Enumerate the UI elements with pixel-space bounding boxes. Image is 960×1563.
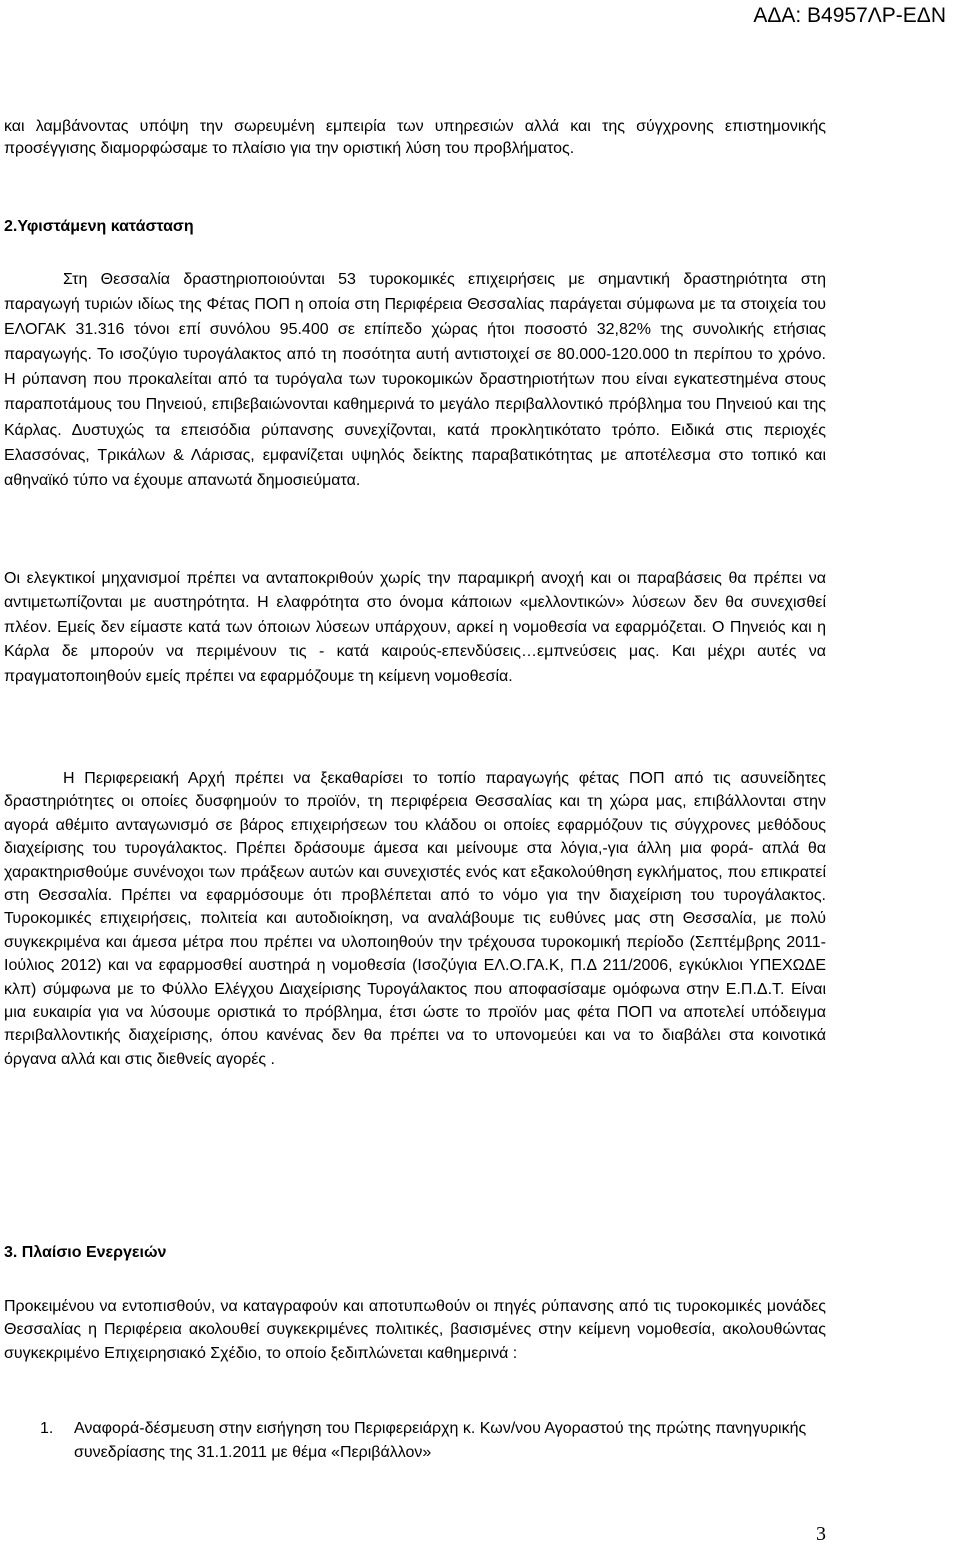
ada-code: ΑΔΑ: Β4957ΛΡ-ΕΔΝ — [753, 4, 946, 27]
section-3-heading: 3. Πλαίσιο Ενεργειών — [4, 1244, 167, 1261]
list-item-text: Αναφορά-δέσμευση στην εισήγηση του Περιφερειάρχη κ. Κων/νου Αγοραστού της πρώτης πανηγυρικής συνεδρίασης της 31.1.2011 με θέμα «Περιβάλλον» — [74, 1420, 807, 1461]
section-2-paragraph-1-text: Στη Θεσσαλία δραστηριοποιούνται 53 τυροκομικές επιχειρήσεις με σημαντική δραστηριότητα στη παραγωγή τυριών ιδίως της Φέτας ΠΟΠ η οποία στη Περιφέρεια Θεσσαλίας παράγεται σύμφωνα με τα στοιχεία του ΕΛΟΓΑΚ 31.316 τόνοι επί συνόλου 95.400 σε επίπεδο χώρας ήτοι ποσοστό 32,82% της συνολικής ετήσιας παραγωγής. Το ισοζύγιο τυρογάλακτος από τη ποσότητα αυτή αντιστοιχεί σε 80.000-120.000 tn περίπου το χρόνο. Η ρύπανση που προκαλείται από τα τυρόγαλα των τυροκομικών δραστηριοτήτων που είναι εγκατεστημένα στους παραποτάμους του Πηνειού, επιβεβαιώνονται καθημερινά το μεγάλο περιβαλλοντικό πρόβλημα του Πηνειού και της Κάρλας. Δυστυχώς τα επεισόδια ρύπανσης συνεχίζονται, κατά προκλητικότατο τρόπο. Ειδικά στις περιοχές Ελασσόνας, Τρικάλων & Λάρισας, εμφανίζεται υψηλός δείκτης παραβατικότητας με αποτέλεσμα στο τοπικό και αθηναϊκό τύπο να έχουμε απανωτά δημοσιεύματα. — [4, 271, 826, 489]
section-2-heading: 2.Υφιστάμενη κατάσταση — [4, 218, 194, 235]
page-number: 3 — [816, 1523, 826, 1545]
section-2-paragraph-3-text: Η Περιφερειακή Αρχή πρέπει να ξεκαθαρίσει το τοπίο παραγωγής φέτας ΠΟΠ από τις ασυνείδητες δραστηριότητες οι οποίες δυσφημούν το προϊόν, τη περιφέρεια Θεσσαλίας και τη χώρα μας, επιβάλλονται στην αγορά αθέμιτο ανταγωνισμό σε βάρος επιχειρήσεων του κλάδου οι οποίες εφαρμόζουν τις σύγχρονες μεθόδους διαχείρισης του τυρογάλακτος. Πρέπει δράσουμε άμεσα και μείνουμε στα λόγια,-για άλλη μια φορά- απλά θα χαρακτηρισθούμε συνένοχοι των πράξεων αυτών και συνεχιστές ενός κατ εξακολούθηση εγκλήματος, που επικρατεί στη Θεσσαλία. Πρέπει να εφαρμόσουμε ότι προβλέπεται από το νόμο για την διαχείριση του τυρογάλακτος. Τυροκομικές επιχειρήσεις, πολιτεία και αυτοδιοίκηση, να αναλάβουμε τις ευθύνες μας στη Θεσσαλία, με πολύ συγκεκριμένα και άμεσα μέτρα που πρέπει να υλοποιηθούν την τρέχουσα τυροκομική περίοδο (Σεπτέμβρης 2011-Ιούλιος 2012) και να εφαρμοσθεί αυστηρά η νομοθεσία (Ισοζύγια ΕΛ.Ο.ΓΑ.Κ, Π.Δ 211/2006, εγκύκλιοι ΥΠΕΧΩΔΕ κλπ) σύμφωνα με το Φύλλο Ελέγχου Διαχείρισης Τυρογάλακτος που αποφασίσαμε ομόφωνα στην Ε.Π.Δ.Τ. Είναι μια ευκαιρία για να λύσουμε οριστικά το πρόβλημα, έτσι ώστε το προϊόν μας φέτα ΠΟΠ να αποτελεί υπόδειγμα περιβαλλοντικής διαχείρισης, όπου κανένας δεν θα πρέπει να το υπονομεύει και να το διαβάλει στα κοινοτικά όργανα αλλά και στις διεθνείς αγορές . — [4, 770, 826, 1068]
section-2-paragraph-3 — [4, 767, 826, 1071]
list-item-number: 1. — [40, 1420, 54, 1437]
section-2-paragraph-2: Οι ελεγκτικοί μηχανισμοί πρέπει να ανταποκριθούν χωρίς την παραμικρή ανοχή και οι παραβάσεις θα πρέπει να αντιμετωπίζονται με αυστηρότητα. Η ελαφρότητα στο όνομα κάποιων «μελλοντικών» λύσεων δεν θα συνεχισθεί πλέον. Εμείς δεν είμαστε κατά των όποιων λύσεων υπάρχουν, αρκεί η νομοθεσία να εφαρμόζεται. Ο Πηνειός και η Κάρλα δε μπορούν να περιμένουν τις - κατά καιρούς-επενδύσεις…εμπνεύσεις μας. Και μέχρι αυτές να πραγματοποιηθούν εμείς πρέπει να εφαρμόζουμε τη κείμενη νομοθεσία. — [4, 570, 826, 685]
intro-paragraph: και λαμβάνοντας υπόψη την σωρευμένη εμπειρία των υπηρεσιών αλλά και της σύγχρονης επιστημονικής προσέγγισης διαμορφώσαμε το πλαίσιο για την οριστική λύση του προβλήματος. — [4, 118, 826, 158]
section-3-paragraph-1: Προκειμένου να εντοπισθούν, να καταγραφούν και αποτυπωθούν οι πηγές ρύπανσης από τις τυροκομικές μονάδες Θεσσαλίας η Περιφέρεια ακολουθεί συγκεκριμένες πολιτικές, βασισμένες στην κείμενη νομοθεσία, ακολουθώντας συγκεκριμένο Επιχειρησιακό Σχέδιο, το οποίο ξεδιπλώνεται καθημερινά : — [4, 1298, 826, 1362]
section-2-paragraph-1 — [4, 267, 826, 493]
list-item — [40, 1417, 830, 1465]
numbered-list — [40, 1417, 830, 1465]
